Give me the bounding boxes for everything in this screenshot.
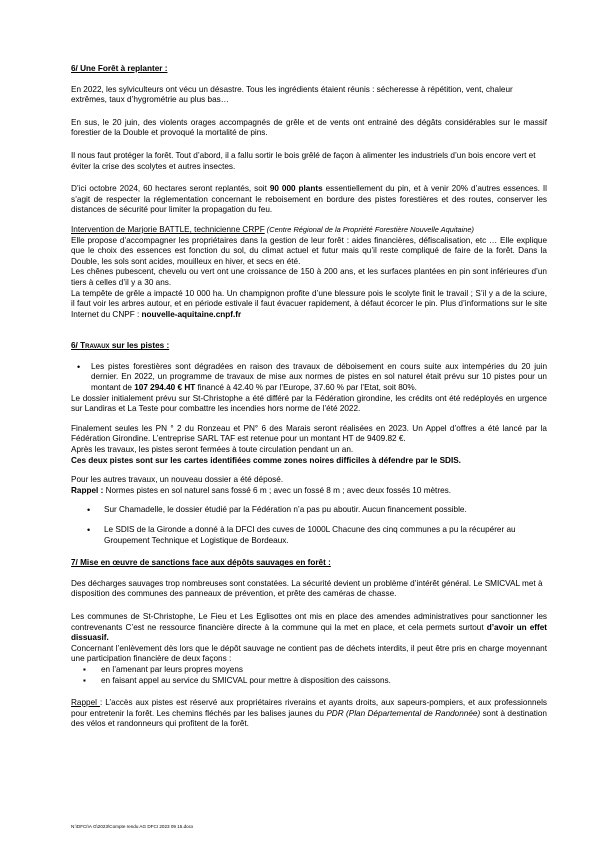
section-title-works: 6/ Travaux sur les pistes : bbox=[71, 341, 170, 351]
document-page bbox=[71, 64, 547, 730]
intervention-heading: Intervention de Marjorie BATTLE, technicienne CRPF (Centre Régional de la Propriété Forestière Nouvelle Aquitaine) bbox=[71, 224, 474, 234]
paragraph: Le dossier initialement prévu sur St-Christophe a été différé par la Fédération girondine, les crédits ont été redéployés en urgence sur Landiras et La Teste pour combattre les incendies hors norme de l’été 2022. bbox=[71, 393, 547, 414]
list-item: • Sur Chamadelle, le dossier étudié par la Fédération n’a pas pu aboutir. Aucun financement possible. bbox=[71, 505, 547, 516]
section-title-forest: 6/ Une Forêt à replanter : bbox=[71, 64, 168, 73]
paragraph: Pour les autres travaux, un nouveau dossier a été déposé. bbox=[71, 475, 284, 485]
footer-file-path: N:\DFCI\A G\2023\Compte rendu AG DFCI 2023 09 15.docx bbox=[71, 824, 194, 829]
paragraph: Concernant l’enlèvement dès lors que le dépôt sauvage ne contient pas de déchets interdits, il peut être pris en charge moyennant une participation financière de deux façons : bbox=[71, 643, 547, 664]
paragraph: Les communes de St-Christophe, Le Fieu et Les Eglisottes ont mis en place des amendes administratives pour sanctionner les contrevenants C’est ne ressource financière directe à la commune qui la met en place, et cela permets surtout d’avoir un effet dissuasif. bbox=[71, 611, 547, 643]
list-item: ▪ en l’amenant par leurs propres moyens bbox=[79, 665, 547, 676]
paragraph: En sus, le 20 juin, des violents orages accompagnés de grêle et de vents ont entrainé des dégâts considérables sur le massif forestier de la Double et provoqué la mortalité de pins. bbox=[71, 117, 547, 138]
paragraph: Finalement seules les PN ° 2 du Ronzeau et PN° 6 des Marais seront réalisées en 2023. Un Appel d’offres a été lancé par la Fédération Girondine. L’entreprise SARL TAF est retenue pour un montant HT de 9409.82 €. bbox=[71, 423, 547, 444]
list-item: • Le SDIS de la Gironde a donné à la DFCI des cuves de 1000L Chacune des cinq communes a pu la récupérer au Groupement Technique et Logistique de Bordeaux. bbox=[71, 525, 547, 546]
list-item: • Les pistes forestières sont dégradées en raison des travaux de déboisement en cours suite aux intempéries du 20 juin dernier. En 2022, un programme de travaux de mise aux normes de pistes en sol naturel était prévu sur 10 pistes pour un montant de 107 294.40 € HT financé à 42.40 % par l’Europe, 37.60 % par l’Etat, soit 80%. bbox=[71, 362, 547, 394]
paragraph: La tempête de grêle a impacté 10 000 ha. Un champignon profite d’une blessure pois le scolyte finit le travail ; S’il y a de la sciure, il faut voir les arbres autour, et en période estivale il faut évacuer rapidement, à défaut écorcer le pin. Plus d’informations sur le site Internet du CNPF : nouvelle-aquitaine.cnpf.fr bbox=[71, 288, 547, 319]
plants-count: 90 000 plants bbox=[269, 184, 323, 194]
reminder-paragraph: Rappel : L’accès aux pistes est réservé aux propriétaires riverains et ayants droits, aux sapeurs-pompiers, et aux professionnels pour entretenir la forêt. Les chemins fléchés par les balises jaunes du PDR (Plan Départemental de Randonnée) sont à destination des vélos et randonneurs qui profitent de la forêt. bbox=[71, 698, 547, 729]
section-title-sanctions: 7/ Mise en œuvre de sanctions face aux dépôts sauvages en forêt : bbox=[71, 558, 331, 568]
list-item: ▪ en faisant appel au service du SMICVAL pour mettre à disposition des caissons. bbox=[79, 676, 547, 687]
amount: 107 294.40 € HT bbox=[134, 383, 196, 393]
paragraph: Les chênes pubescent, chevelu ou vert ont une croissance de 150 à 200 ans, et les surfaces plantées en pin sont inférieures d’un tiers à celles d’il y a 30 ans. bbox=[71, 267, 547, 287]
cnpf-link: nouvelle-aquitaine.cnpf.fr bbox=[141, 309, 242, 319]
paragraph: Après les travaux, les pistes seront fermées à toute circulation pendant un an. bbox=[71, 445, 354, 455]
paragraph: Rappel : Normes pistes en sol naturel sans fossé 6 m ; avec un fossé 8 m ; avec deux fossés 10 mètres. bbox=[71, 485, 451, 495]
paragraph: En 2022, les sylviculteurs ont vécu un désastre. Tous les ingrédients étaient réunis : sécheresse à répétition, vent, chaleur extrêmes, taux d’hygrométrie au plus bas… bbox=[71, 84, 513, 105]
paragraph: Des décharges sauvages trop nombreuses sont constatées. La sécurité devient un problème d’intérêt général. Le SMICVAL met à disposition des communes des panneaux de prévention, et prête des caméras de chasse. bbox=[71, 578, 543, 599]
paragraph: Ces deux pistes sont sur les cartes identifiées comme zones noires difficiles à défendre par le SDIS. bbox=[71, 455, 461, 465]
paragraph: Elle propose d’accompagner les propriétaires dans la gestion de leur forêt : aides financières, défiscalisation, etc … Elle explique que le choix des essences est fonction du sol, du climat actuel et futur mais qu’il reste compliqué de faire de la forêt. Dans la Double, les sols sont acides, mouilleux en hiver, et secs en été. bbox=[71, 235, 547, 266]
paragraph: D’ici octobre 2024, 60 hectares seront replantés, soit 90 000 plants essentiellement du pin, et à venir 20% d’autres essences. Il s’agit de respecter la réglementation concernant le reboisement en bordure des pistes forestières et des routes, conserver les distances de sécurité pour limiter la propagation du feu. bbox=[71, 184, 547, 215]
paragraph: Il nous faut protéger la forêt. Tout d’abord, il a fallu sortir le bois grêlé de façon à alimenter les industriels d’un bois encore vert et éviter la crise des scolytes et autres insectes. bbox=[71, 150, 536, 171]
